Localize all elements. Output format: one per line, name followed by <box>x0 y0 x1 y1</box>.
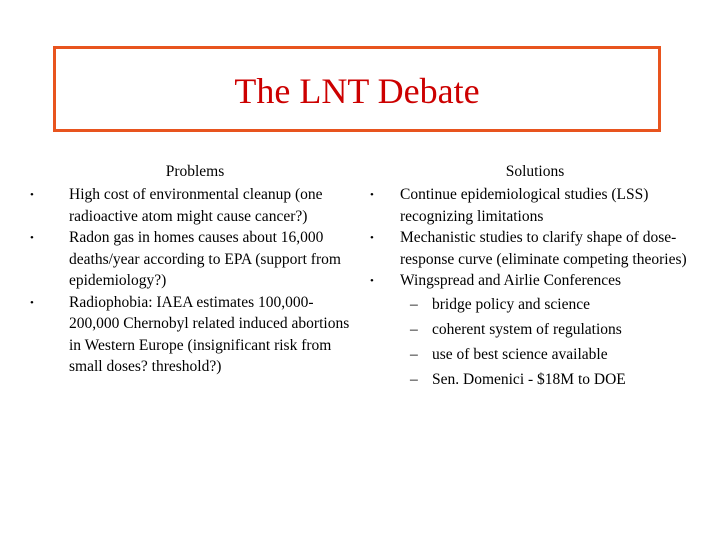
problems-column <box>30 160 350 378</box>
subitem-text: bridge policy and science <box>432 295 590 313</box>
problem-text: Radiophobia: IAEA estimates 100,000-200,000 Chernobyl related induced abortions in Western Europe (insignificant risk from small doses? threshold?) <box>69 293 350 375</box>
solution-subitem <box>368 367 688 392</box>
solution-item <box>368 184 688 227</box>
bullet-icon: • <box>30 189 34 201</box>
solutions-heading: Solutions <box>505 163 565 180</box>
solution-text: Continue epidemiological studies (LSS) recognizing limitations <box>400 186 649 225</box>
problem-item <box>30 184 350 227</box>
dash-icon: – <box>410 345 418 363</box>
problem-text: High cost of environmental cleanup (one radioactive atom might cause cancer?) <box>69 186 323 225</box>
subitem-text: coherent system of regulations <box>432 320 622 338</box>
solutions-column <box>368 160 688 392</box>
dash-icon: – <box>410 370 418 388</box>
solution-text: Mechanistic studies to clarify shape of dose-response curve (eliminate competing theories) <box>400 229 687 268</box>
problem-text: Radon gas in homes causes about 16,000 deaths/year according to EPA (support from epidemiology?) <box>69 229 341 289</box>
slide-title: The LNT Debate <box>234 71 480 111</box>
solution-item <box>368 227 688 270</box>
solution-item <box>368 270 688 292</box>
dash-icon: – <box>410 295 418 313</box>
dash-icon: – <box>410 320 418 338</box>
bullet-icon: • <box>370 189 374 201</box>
problems-heading: Problems <box>165 163 225 180</box>
solution-text: Wingspread and Airlie Conferences <box>400 272 622 289</box>
solution-subitem <box>368 292 688 317</box>
solution-subitem <box>368 317 688 342</box>
solution-subitem <box>368 342 688 367</box>
title-box <box>53 46 661 132</box>
bullet-icon: • <box>30 296 34 309</box>
subitem-text: use of best science available <box>432 345 608 363</box>
problem-item <box>30 227 350 292</box>
subitem-text: Sen. Domenici - $18M to DOE <box>432 370 626 388</box>
bullet-icon: • <box>370 275 374 287</box>
bullet-icon: • <box>370 232 374 244</box>
problem-item <box>30 292 350 378</box>
bullet-icon: • <box>30 232 34 244</box>
